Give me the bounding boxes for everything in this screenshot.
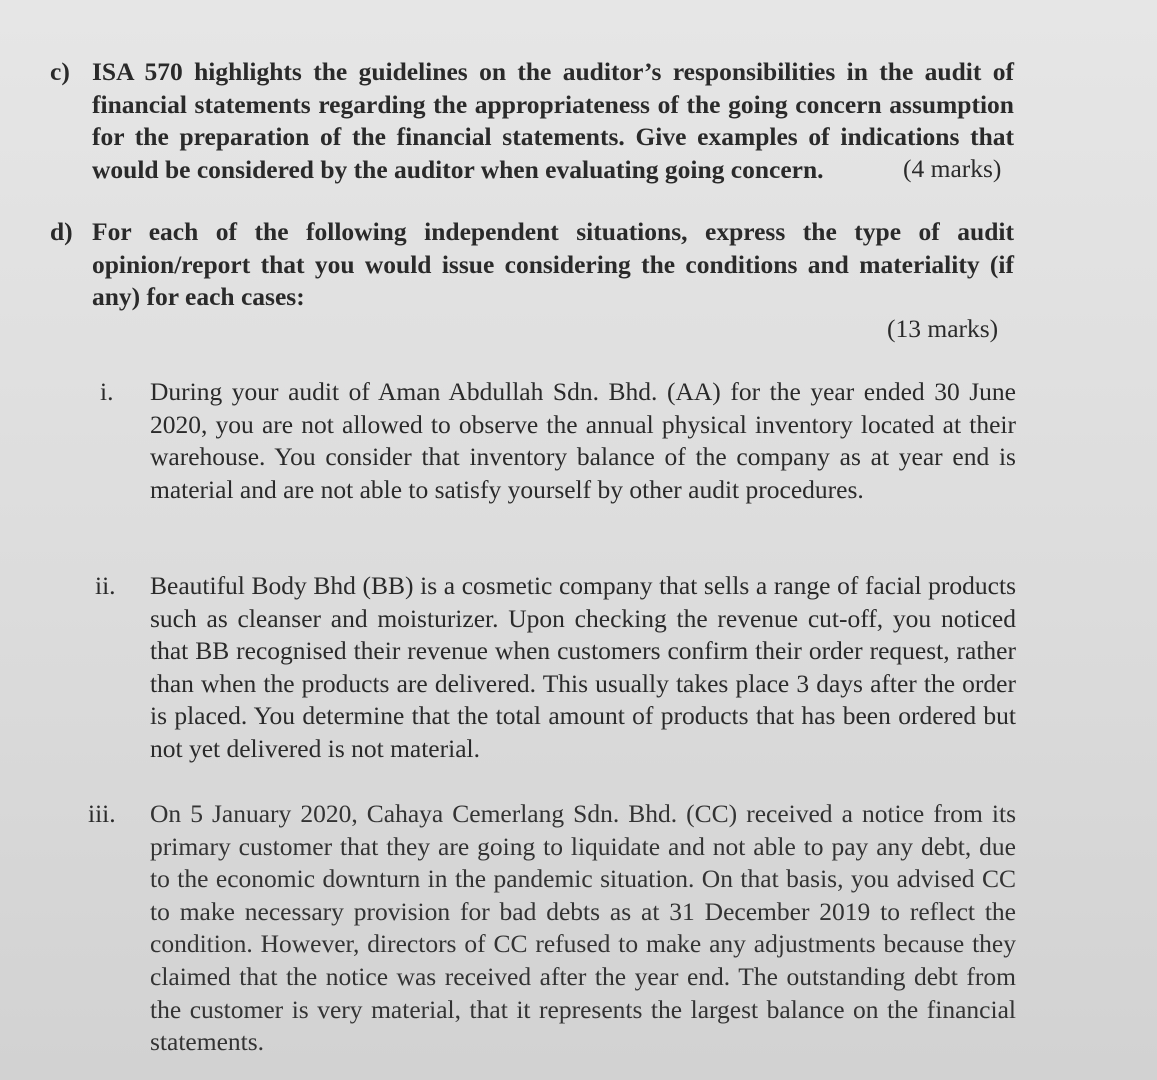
- question-d-marks: (13 marks): [887, 314, 999, 343]
- question-d-label: d): [50, 217, 73, 246]
- question-c-marks: (4 marks): [903, 154, 1002, 183]
- question-c-label: c): [50, 57, 70, 86]
- item-number: ii.: [95, 571, 116, 600]
- item-number: iii.: [88, 799, 116, 828]
- item-text: Beautiful Body Bhd (BB) is a cosmetic company that sells a range of facial products such as cleanser and moisturizer. Upon checking the revenue cut-off, you noticed that BB recognised their revenue when customers confirm their order request, rather than when the products are delivered. This usually takes place 3 days after the order is placed. You determine that the total amount of products that has been ordered but not yet delivered is not material.: [150, 571, 1016, 763]
- item-text: On 5 January 2020, Cahaya Cemerlang Sdn. Bhd. (CC) received a notice from its primary customer that they are going to liquidate and not able to pay any debt, due to the economic downturn in the pandemic situation. On that basis, you advised CC to make necessary provision for bad debts as at 31 December 2019 to reflect the condition. However, directors of CC refused to make any adjustments because they claimed that the notice was received after the year end. The outstanding debt from the customer is very material, that it represents the largest balance on the financial statements.: [150, 799, 1016, 1057]
- item-number: i.: [100, 377, 114, 406]
- question-c-text: ISA 570 highlights the guidelines on the auditor’s responsibilities in the audit of financial statements regarding the appropriateness of the going concern assumption for the preparation of the financial statements. Give examples of indications that would be considered by the auditor when evaluating going concern.: [92, 57, 1014, 184]
- item-text: During your audit of Aman Abdullah Sdn. Bhd. (AA) for the year ended 30 June 2020, you are not allowed to observe the annual physical inventory located at their warehouse. You consider that inventory balance of the company as at year end is material and are not able to satisfy yourself by other audit procedures.: [150, 377, 1016, 504]
- question-d-text: For each of the following independent situations, express the type of audit opinion/report that you would issue considering the conditions and materiality (if any) for each cases:: [92, 217, 1014, 312]
